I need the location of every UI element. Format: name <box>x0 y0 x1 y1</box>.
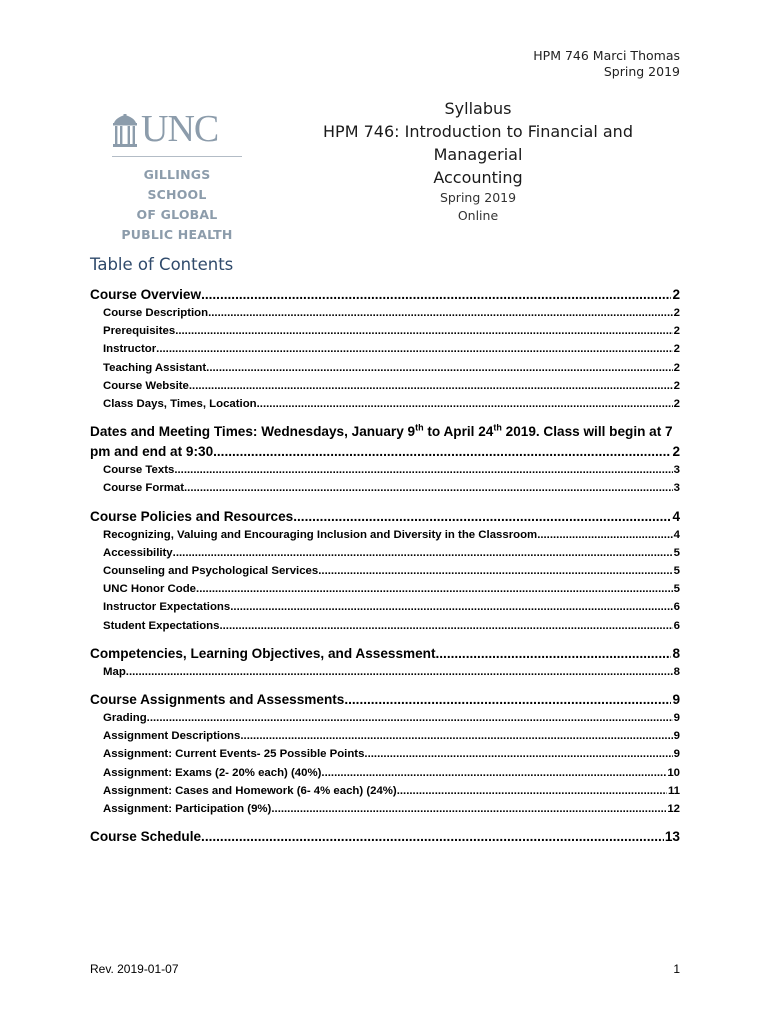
toc-entry-label: Course Schedule <box>90 829 202 845</box>
toc-leader-dots <box>147 709 673 727</box>
toc-subentry[interactable] <box>90 800 680 818</box>
toc-subentry[interactable] <box>90 580 680 598</box>
toc-leader-dots <box>364 745 672 763</box>
toc-subentries-assignments <box>90 709 680 818</box>
toc-entry-label: Counseling and Psychological Services <box>103 565 319 578</box>
toc-leader-dots <box>173 544 673 562</box>
toc-page-number: 2 <box>672 287 680 302</box>
toc-leader-dots <box>271 800 666 818</box>
course-mode: Online <box>457 208 499 223</box>
toc-subentry[interactable] <box>90 709 680 727</box>
logo-school-line: PUBLIC HEALTH <box>121 227 233 242</box>
toc-page-number: 2 <box>673 398 680 411</box>
toc-page-number: 4 <box>673 528 680 541</box>
toc-subentry[interactable] <box>90 764 680 782</box>
toc-leader-dots <box>321 764 666 782</box>
header-semester: Spring 2019 <box>603 64 680 79</box>
toc-page-number: 9 <box>673 748 680 761</box>
toc-subentry[interactable] <box>90 598 680 616</box>
toc-entry-label: UNC Honor Code <box>103 583 197 596</box>
toc-entry-label: Teaching Assistant <box>103 361 207 374</box>
toc-entry-label: Grading <box>103 712 147 725</box>
header-course-instructor: HPM 746 Marci Thomas <box>533 48 680 63</box>
toc-page-number: 5 <box>673 583 680 596</box>
old-well-icon <box>112 114 138 148</box>
toc-leader-dots <box>230 598 672 616</box>
toc-page-number: 2 <box>673 343 680 356</box>
toc-page-number: 6 <box>673 601 680 614</box>
toc-subentries-dates <box>90 461 680 497</box>
logo-wordmark: UNC <box>141 108 219 150</box>
toc-subentries-competencies <box>90 663 680 681</box>
logo-school-line: OF GLOBAL <box>136 207 218 222</box>
logo-divider <box>112 156 242 157</box>
toc-page-number: 2 <box>673 379 680 392</box>
toc-leader-dots <box>293 507 671 526</box>
toc-page-number: 3 <box>673 464 680 477</box>
course-semester: Spring 2019 <box>439 190 517 205</box>
toc-page-number: 10 <box>667 766 680 779</box>
logo-school-name <box>112 165 242 245</box>
toc-page-number: 5 <box>673 565 680 578</box>
logo-school-line: GILLINGS SCHOOL <box>143 167 211 202</box>
toc-page-number: 13 <box>664 829 680 845</box>
toc-entry-label: Assignment: Exams (2- 20% each) (40%) <box>103 766 322 779</box>
toc-entry-label: Course Policies and Resources <box>90 508 294 524</box>
toc-leader-dots <box>240 727 672 745</box>
ordinal-suffix: th <box>415 422 424 433</box>
toc-subentry[interactable] <box>90 359 680 377</box>
toc-leader-dots <box>208 304 673 322</box>
toc-page-number: 11 <box>667 784 680 797</box>
toc-leader-dots <box>156 340 672 358</box>
toc-entry-course-assignments[interactable] <box>90 690 680 709</box>
toc-subentry[interactable] <box>90 745 680 763</box>
toc-entry-label: Instructor Expectations <box>103 601 231 614</box>
toc-subentry[interactable] <box>90 562 680 580</box>
toc-entry-label: Course Website <box>103 379 189 392</box>
toc-subentry[interactable] <box>90 340 680 358</box>
toc-leader-dots <box>184 479 673 497</box>
toc-subentry[interactable] <box>90 727 680 745</box>
unc-gillings-logo <box>112 108 242 245</box>
toc-page-number: 2 <box>672 443 680 459</box>
toc-leader-dots <box>189 377 673 395</box>
toc-leader-dots <box>217 442 672 462</box>
toc-page-number: 2 <box>673 307 680 319</box>
toc-leader-dots <box>219 617 672 635</box>
toc-page-number: 9 <box>673 712 680 725</box>
toc-entry-label: Recognizing, Valuing and Encouraging Inclusion and Diversity in the Classroom <box>103 528 538 541</box>
toc-leader-dots <box>174 461 672 479</box>
toc-entry-label: Accessibility <box>103 546 173 559</box>
toc-leader-dots <box>201 285 671 304</box>
toc-page-number: 12 <box>667 803 680 816</box>
toc-leader-dots <box>436 644 672 663</box>
title-block <box>278 98 678 225</box>
running-header <box>533 48 680 80</box>
toc-page-number: 6 <box>673 619 680 632</box>
toc-entry-label: Course Assignments and Assessments <box>90 692 345 708</box>
toc-entry-competencies[interactable] <box>90 644 680 663</box>
toc-subentry[interactable] <box>90 617 680 635</box>
toc-page-number: 4 <box>672 508 680 524</box>
toc-page-number: 2 <box>673 325 680 338</box>
toc-page-number: 8 <box>673 665 680 678</box>
toc-leader-dots <box>318 562 672 580</box>
document-title: Syllabus <box>444 99 512 118</box>
toc-entry-label: Course Overview <box>90 287 202 302</box>
toc-leader-dots <box>257 395 673 413</box>
toc-page-number: 9 <box>672 692 680 708</box>
toc-leader-dots <box>206 359 672 377</box>
toc-page-number: 8 <box>672 645 680 661</box>
toc-entry-label: Class Days, Times, Location <box>103 398 257 411</box>
toc-heading: Table of Contents <box>90 255 234 274</box>
toc-entry-label: Student Expectations <box>103 619 220 632</box>
toc-entry-course-policies[interactable] <box>90 507 680 526</box>
toc-entry-label: to April 24 <box>423 424 494 440</box>
toc-entry-label: Assignment: Current Events- 25 Possible Points <box>103 748 365 761</box>
toc-leader-dots <box>126 663 673 681</box>
toc-subentry[interactable] <box>90 461 680 479</box>
toc-subentry[interactable] <box>90 322 680 340</box>
table-of-contents <box>90 285 680 846</box>
toc-entry-label: Dates and Meeting Times: Wednesdays, January 9 <box>90 424 416 440</box>
toc-entry-course-overview[interactable] <box>90 285 680 304</box>
toc-entry-label: pm and end at 9:30. <box>90 443 217 459</box>
toc-subentry[interactable] <box>90 479 680 497</box>
course-title-line2: Accounting <box>433 168 523 187</box>
toc-leader-dots <box>537 526 672 544</box>
toc-page-number: 5 <box>673 546 680 559</box>
toc-entry-label: Assignment: Participation (9%) <box>103 803 272 816</box>
toc-page-number: 9 <box>673 730 680 743</box>
toc-leader-dots <box>201 827 664 846</box>
toc-subentry[interactable] <box>90 304 680 322</box>
toc-leader-dots <box>175 322 672 340</box>
toc-entry-course-schedule[interactable] <box>90 827 680 846</box>
toc-entry-label: Course Format <box>103 482 185 495</box>
toc-entry-label: 2019. Class will begin at 7 <box>501 424 673 440</box>
toc-subentry[interactable] <box>90 526 680 544</box>
toc-entry-label: Assignment: Cases and Homework (6- 4% each) (24%) <box>103 784 397 797</box>
toc-subentry[interactable] <box>90 377 680 395</box>
toc-leader-dots <box>196 580 673 598</box>
toc-entry-label: Course Description <box>103 307 209 319</box>
footer-revision: Rev. 2019-01-07 <box>90 962 179 976</box>
toc-page-number: 2 <box>673 361 680 374</box>
toc-subentries-overview <box>90 304 680 413</box>
footer-page-number: 1 <box>673 962 680 976</box>
toc-entry-label: Competencies, Learning Objectives, and Assessment <box>90 645 436 661</box>
toc-subentries-policies <box>90 526 680 635</box>
toc-subentry[interactable] <box>90 544 680 562</box>
toc-entry-label: Prerequisites <box>103 325 176 338</box>
toc-subentry[interactable] <box>90 395 680 413</box>
toc-entry-label: Map <box>103 665 126 678</box>
course-title-line1: HPM 746: Introduction to Financial and Managerial <box>323 122 633 164</box>
toc-entry-label: Course Texts <box>103 464 175 477</box>
toc-subentry[interactable] <box>90 663 680 681</box>
toc-page-number: 3 <box>673 482 680 495</box>
toc-entry-dates-meeting-times[interactable] <box>90 422 680 461</box>
toc-entry-label: Instructor <box>103 343 157 356</box>
toc-subentry[interactable] <box>90 782 680 800</box>
toc-entry-label: Assignment Descriptions <box>103 730 241 743</box>
toc-leader-dots <box>344 690 671 709</box>
toc-leader-dots <box>397 782 667 800</box>
ordinal-suffix: th <box>493 422 502 433</box>
